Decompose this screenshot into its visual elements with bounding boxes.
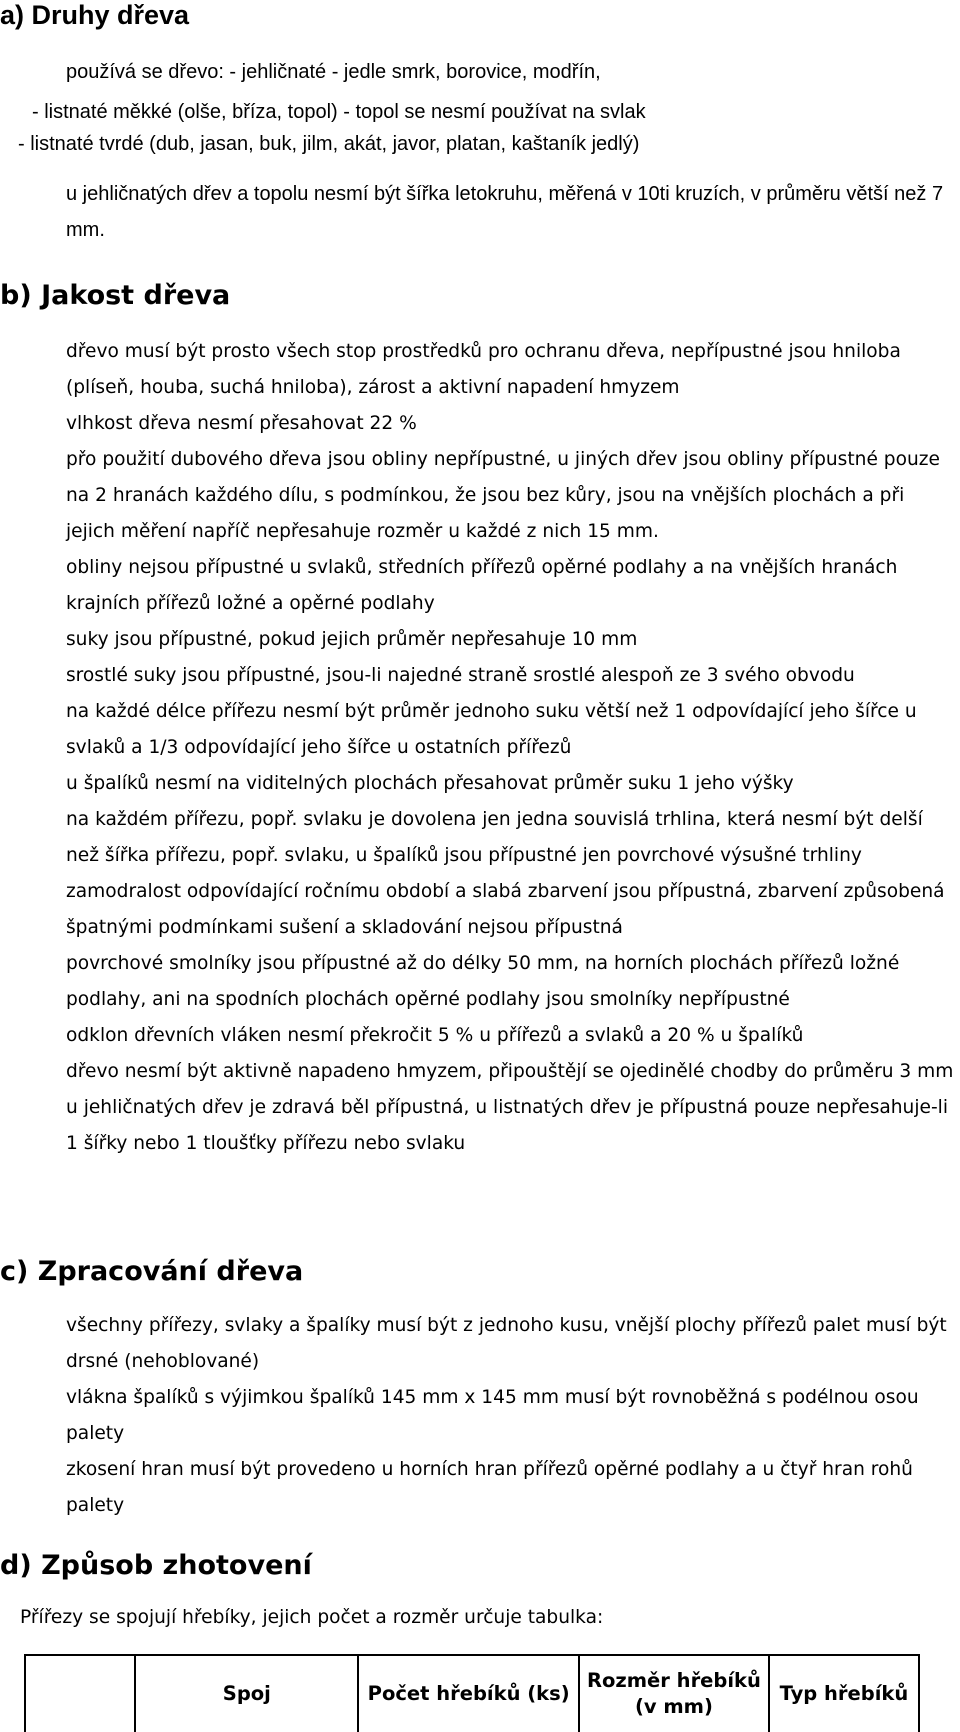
section-c-body — [66, 1308, 958, 1524]
table-header-empty — [25, 1655, 135, 1732]
table-header-row — [25, 1655, 919, 1732]
section-a-line: - listnaté měkké (olše, bříza, topol) - topol se nesmí používat na svlak — [32, 101, 646, 123]
section-b-paragraph: vlhkost dřeva nesmí přesahovat 22 % — [66, 413, 417, 434]
section-b-paragraph: na každé délce přířezu nesmí být průměr jednoho suku větší než 1 odpovídající jeho šířce u svlaků a 1/3 odpovídající jeho šířce u ostatních přířezů — [66, 701, 917, 758]
table-header-cell: Rozměr hřebíků (v mm) — [579, 1655, 769, 1732]
section-b-body — [66, 334, 958, 1162]
section-b-paragraph: zamodralost odpovídající ročnímu období a slabá zbarvení jsou přípustná, zbarvení způsobená špatnými podmínkami sušení a skladování nejsou přípustná — [66, 881, 945, 938]
nails-table — [24, 1654, 920, 1732]
section-b-paragraph: suky jsou přípustné, pokud jejich průměr nepřesahuje 10 mm — [66, 629, 638, 650]
section-d-intro: Přířezy se spojují hřebíky, jejich počet a rozměr určuje tabulka: — [20, 1607, 604, 1628]
section-d-heading: d) Způsob zhotovení — [0, 1550, 312, 1581]
section-c-paragraph: všechny přířezy, svlaky a špalíky musí být z jednoho kusu, vnější plochy přířezů palet musí být drsné (nehoblované) — [66, 1315, 947, 1372]
section-a-line: u jehličnatých dřev a topolu nesmí být šířka letokruhu, měřená v 10ti kruzích, v průměru větší než 7 mm. — [66, 183, 944, 241]
section-a-line: používá se dřevo: - jehličnaté - jedle smrk, borovice, modřín, — [66, 61, 601, 83]
section-b-paragraph: povrchové smolníky jsou přípustné až do délky 50 mm, na horních plochách přířezů ložné podlahy, ani na spodních plochách opěrné podlahy jsou smolníky nepřípustné — [66, 953, 900, 1010]
table-header-cell: Typ hřebíků — [769, 1655, 919, 1732]
section-a-heading: a) Druhy dřeva — [0, 0, 190, 30]
section-b-paragraph: na každém přířezu, popř. svlaku je dovolena jen jedna souvislá trhlina, která nesmí být delší než šířka přířezu, popř. svlaku, u špalíků jsou přípustné jen povrchové výsušné trhliny — [66, 809, 923, 866]
section-b-paragraph: u jehličnatých dřev je zdravá běl přípustná, u listnatých dřev je přípustná pouze nepřesahuje-li 1 šířky nebo 1 tloušťky přířezu nebo svlaku — [66, 1097, 948, 1154]
section-c-heading: c) Zpracování dřeva — [0, 1256, 304, 1287]
section-b-heading: b) Jakost dřeva — [0, 280, 231, 311]
section-b-paragraph: u špalíků nesmí na viditelných plochách přesahovat průměr suku 1 jeho výšky — [66, 773, 794, 794]
section-b-paragraph: přo použití dubového dřeva jsou obliny nepřípustné, u jiných dřev jsou obliny přípustné pouze na 2 hranách každého dílu, s podmínkou, že jsou bez kůry, jsou na vnějších plochách a při jejich měření napříč nepřesahuje rozměr u každé z nich 15 mm. — [66, 449, 940, 542]
table-header-cell: Spoj — [135, 1655, 358, 1732]
section-b-paragraph: dřevo musí být prosto všech stop prostředků pro ochranu dřeva, nepřípustné jsou hniloba (plíseň, houba, suchá hniloba), zárost a aktivní napadení hmyzem — [66, 341, 901, 398]
section-c-paragraph: zkosení hran musí být provedeno u horních hran přířezů opěrné podlahy a u čtyř hran rohů palety — [66, 1459, 913, 1516]
section-c-paragraph: vlákna špalíků s výjimkou špalíků 145 mm x 145 mm musí být rovnoběžná s podélnou osou palety — [66, 1387, 919, 1444]
section-a-line: - listnaté tvrdé (dub, jasan, buk, jilm, akát, javor, platan, kaštaník jedlý) — [18, 133, 640, 155]
section-b-paragraph: obliny nejsou přípustné u svlaků, středních přířezů opěrné podlahy a na vnějších hranách krajních přířezů ložné a opěrné podlahy — [66, 557, 898, 614]
section-b-paragraph: dřevo nesmí být aktivně napadeno hmyzem, připouštějí se ojedinělé chodby do průměru 3 mm — [66, 1061, 954, 1082]
section-b-paragraph: odklon dřevních vláken nesmí překročit 5 % u přířezů a svlaků a 20 % u špalíků — [66, 1025, 804, 1046]
table-header-cell: Počet hřebíků (ks) — [358, 1655, 579, 1732]
section-b-paragraph: srostlé suky jsou přípustné, jsou-li najedné straně srostlé alespoň ze 3 svého obvodu — [66, 665, 855, 686]
section-a-body — [0, 54, 960, 248]
